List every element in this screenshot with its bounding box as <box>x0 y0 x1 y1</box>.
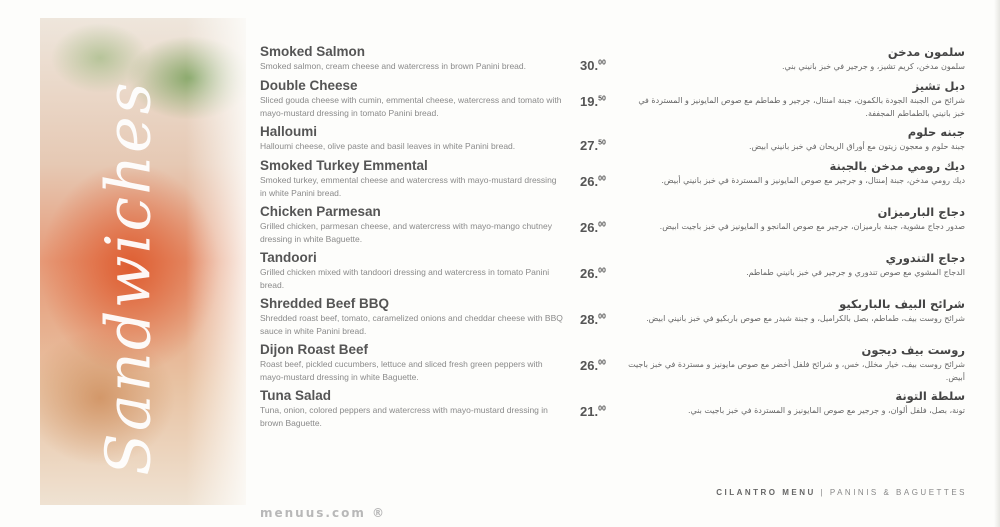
item-name: Tandoori <box>260 250 317 265</box>
footer-brand: CILANTRO MENU <box>716 488 816 497</box>
price-main: 28. <box>580 312 599 327</box>
item-name: Tuna Salad <box>260 388 332 403</box>
price-decimal: 50 <box>598 95 606 103</box>
price-decimal: 50 <box>598 139 606 147</box>
price-main: 19. <box>580 94 599 109</box>
menu-item <box>260 388 620 430</box>
price-main: 26. <box>580 266 599 281</box>
item-description-arabic: تونة، بصل، فلفل ألوان، و جرجير مع صوص المايونيز و المستردة في خبز باجيت بني. <box>687 406 965 415</box>
item-name: Chicken Parmesan <box>260 204 381 219</box>
menu-item <box>260 44 620 73</box>
menu-item <box>260 158 620 200</box>
item-name-arabic: سلطة التونة <box>895 389 965 403</box>
item-description: Tuna, onion, colored peppers and watercress with mayo-mustard dressing in brown Baguette. <box>260 405 548 428</box>
item-name: Smoked Salmon <box>260 44 366 59</box>
menu-item-arabic <box>625 296 965 325</box>
price-main: 27. <box>580 138 599 153</box>
price-decimal: 00 <box>598 267 606 275</box>
menu-item <box>260 250 620 292</box>
watermark: menuus.com ® <box>260 506 387 520</box>
section-title: Sandwiches <box>91 80 165 476</box>
price-main: 26. <box>580 358 599 373</box>
item-name: Shredded Beef BBQ <box>260 296 390 311</box>
price-decimal: 00 <box>598 359 606 367</box>
item-price <box>580 58 606 73</box>
menu-item-arabic <box>625 204 965 233</box>
menu-item-arabic <box>625 78 965 120</box>
price-main: 26. <box>580 174 599 189</box>
item-description: Shredded roast beef, tomato, caramelized onions and cheddar cheese with BBQ sauce in white Panini bread. <box>260 313 563 336</box>
item-description-arabic: شرائح روست بيف، خيار مخلل، خس، و شرائح فلفل أخضر مع صوص مايونيز و مستردة في خبز باجيت أبيض. <box>628 360 965 382</box>
price-main: 21. <box>580 404 599 419</box>
menu-item <box>260 78 620 120</box>
footer-separator: | <box>820 488 826 497</box>
item-description-arabic: صدور دجاج مشوية، جبنة بارميزان، جرجير مع صوص المانجو و المايونيز في خبز باجيت ابيض. <box>659 222 965 231</box>
item-name-arabic: جبنه حلوم <box>907 125 965 139</box>
item-price <box>580 94 606 109</box>
footer-section: PANINIS & BAGUETTES <box>829 488 967 497</box>
menu-item <box>260 296 620 338</box>
item-description-arabic: شرائح روست بيف، طماطم، بصل بالكراميل، و جبنة شيدر مع صوص باربكيو في خبز بانيني ابيض. <box>646 314 965 323</box>
item-name-arabic: دبل تشيز <box>912 79 965 93</box>
item-description: Smoked turkey, emmental cheese and watercress with mayo-mustard dressing in white Panini bread. <box>260 175 557 198</box>
price-decimal: 00 <box>598 221 606 229</box>
menu-item <box>260 204 620 246</box>
footer <box>716 488 967 497</box>
menu-item <box>260 124 620 153</box>
menu-item-arabic <box>625 342 965 384</box>
item-description-arabic: جبنة حلوم و معجون زيتون مع أوراق الريحان في خبز بانيني ابيض. <box>749 142 965 151</box>
price-decimal: 00 <box>598 313 606 321</box>
item-price <box>580 266 606 281</box>
menu-item-arabic <box>625 388 965 417</box>
item-price <box>580 358 606 373</box>
item-name-arabic: دجاج التندوري <box>885 251 965 265</box>
item-price <box>580 404 606 419</box>
price-decimal: 00 <box>598 175 606 183</box>
item-description: Halloumi cheese, olive paste and basil leaves in white Panini bread. <box>260 141 516 151</box>
price-main: 30. <box>580 58 599 73</box>
menu-item-arabic <box>625 44 965 73</box>
item-description: Sliced gouda cheese with cumin, emmental cheese, watercress and tomato with mayo-mustard dressing in tomato Panini bread. <box>260 95 562 118</box>
item-price <box>580 138 606 153</box>
item-name-arabic: سلمون مدخن <box>887 45 965 59</box>
item-description-arabic: شرائح من الجبنة الجودة بالكمون، جبنة امنتال، جرجير و طماطم مع صوص المايونيز و المستردة في خبز بانيني بالطماطم المجففة. <box>638 96 965 118</box>
page-edge <box>994 0 1000 527</box>
item-name-arabic: ديك رومي مدخن بالجبنة <box>829 159 965 173</box>
item-name-arabic: دجاج البارميزان <box>877 205 965 219</box>
item-name: Double Cheese <box>260 78 358 93</box>
item-name-arabic: شرائح البيف بالباربكيو <box>839 297 965 311</box>
price-decimal: 00 <box>598 405 606 413</box>
item-price <box>580 174 606 189</box>
menu-item <box>260 342 620 384</box>
menu-item-arabic <box>625 158 965 187</box>
photo-fade <box>186 18 246 505</box>
sandwich-photo <box>40 18 246 505</box>
item-name-arabic: روست بيف ديجون <box>861 343 965 357</box>
item-description: Roast beef, pickled cucumbers, lettuce and sliced fresh green peppers with mayo-mustard dressing in white Baguette. <box>260 359 543 382</box>
item-name: Halloumi <box>260 124 318 139</box>
item-description: Smoked salmon, cream cheese and watercress in brown Panini bread. <box>260 61 526 71</box>
item-price <box>580 220 606 235</box>
item-description-arabic: ديك رومي مدخن، جبنة إمنتال، و جرجير مع صوص المايونيز و المستردة في خبز بانيني أبيض. <box>661 176 965 185</box>
price-main: 26. <box>580 220 599 235</box>
item-price <box>580 312 606 327</box>
menu-item-arabic <box>625 250 965 279</box>
item-name: Smoked Turkey Emmental <box>260 158 428 173</box>
menu-item-arabic <box>625 124 965 153</box>
price-decimal: 00 <box>598 59 606 67</box>
item-name: Dijon Roast Beef <box>260 342 369 357</box>
item-description-arabic: سلمون مدخن، كريم تشيز، و جرجير في خبز بانيني بني. <box>781 62 965 71</box>
item-description: Grilled chicken, parmesan cheese, and watercress with mayo-mango chutney dressing in white Baguette. <box>260 221 552 244</box>
item-description-arabic: الدجاج المشوي مع صوص تندوري و جرجير في خبز بانيني طماطم. <box>746 268 965 277</box>
item-description: Grilled chicken mixed with tandoori dressing and watercress in tomato Panini bread. <box>260 267 550 290</box>
